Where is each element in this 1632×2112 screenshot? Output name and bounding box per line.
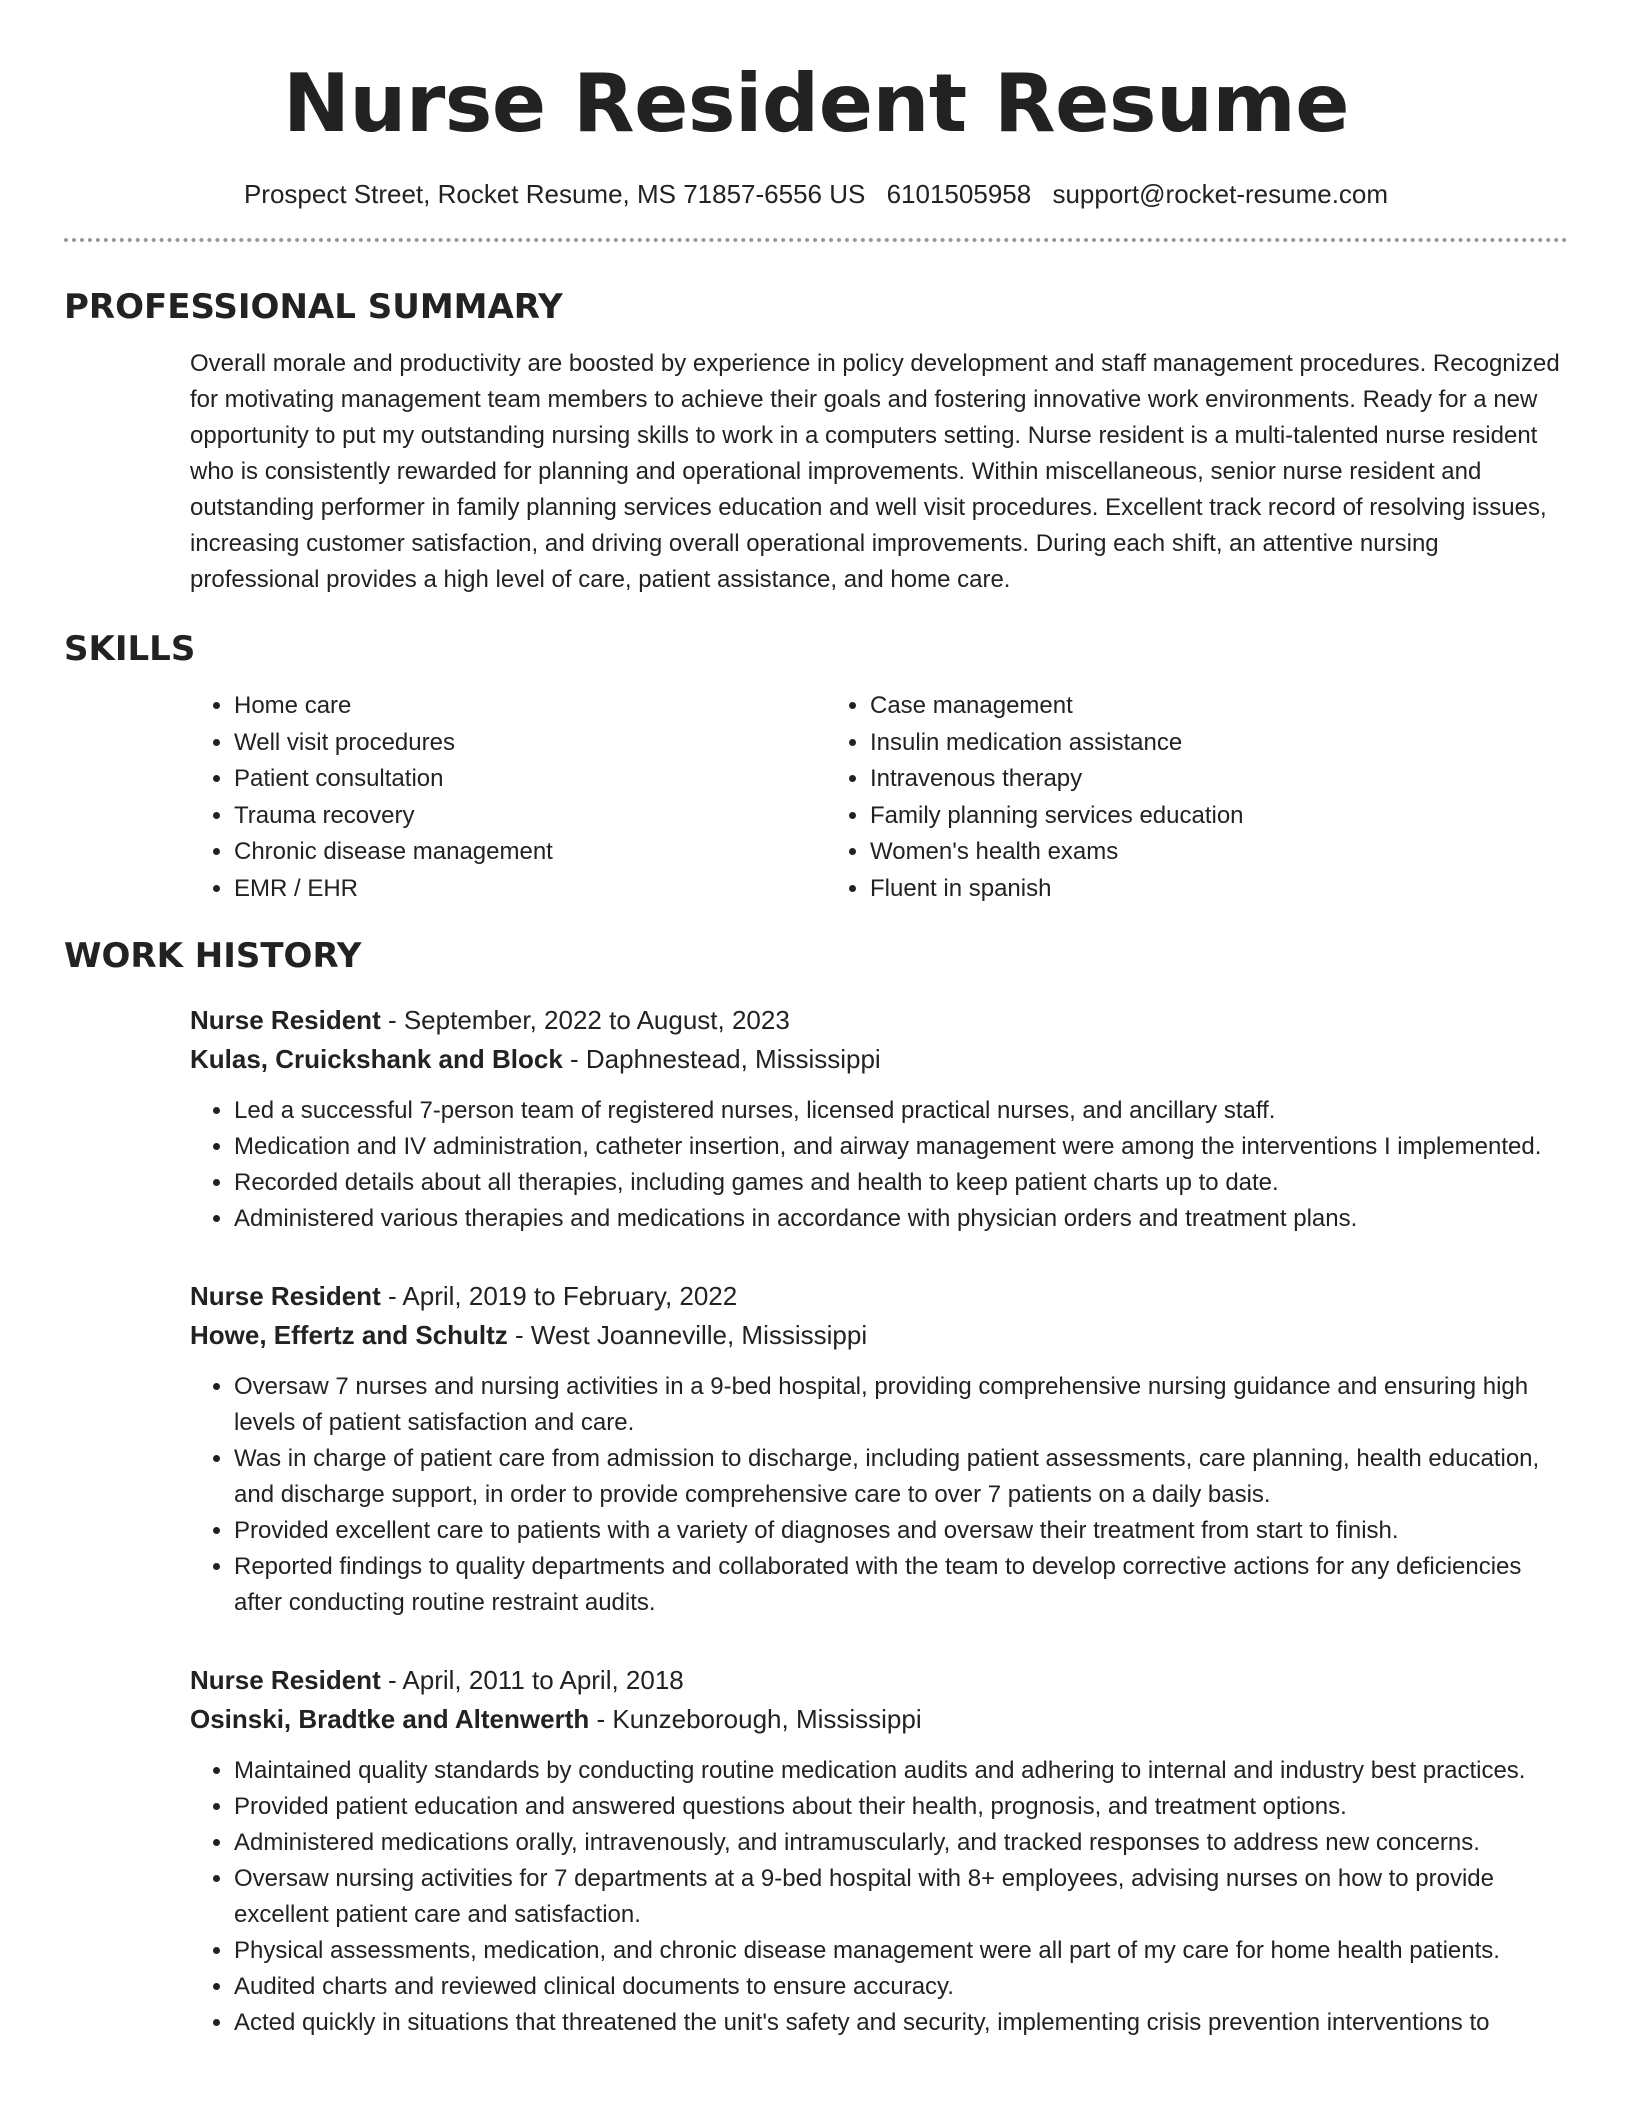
job-location: - West Joanneville, Mississippi [507, 1320, 868, 1350]
resume-title: Nurse Resident Resume [282, 57, 1350, 150]
job-company-line [190, 1316, 1568, 1355]
header-divider [64, 238, 1568, 242]
job-bullet: • Oversaw 7 nurses and nursing activities in a 9-bed hospital, providing comprehensive nursing guidance and ensuring high levels of patient satisfaction and care. [234, 1369, 1568, 1441]
job-bullet: • Recorded details about all therapies, including games and health to keep patient charts up to date. [234, 1165, 1568, 1201]
job-role-line [190, 1661, 1568, 1700]
skills-column-right [826, 688, 1506, 907]
job-bullets [190, 1753, 1568, 2041]
job-bullet: • Medication and IV administration, catheter insertion, and airway management were among the interventions I implemented. [234, 1129, 1568, 1165]
job-bullet: • Reported findings to quality departments and collaborated with the team to develop corrective actions for any deficiencies after conducting routine restraint audits. [234, 1549, 1568, 1621]
section-title-work: WORK HISTORY [64, 936, 362, 976]
job-entry [190, 1661, 1568, 2041]
skill-item: • EMR / EHR [234, 871, 826, 908]
job-entry [190, 1001, 1568, 1237]
skill-item: • Chronic disease management [234, 834, 826, 871]
job-dates: - September, 2022 to August, 2023 [380, 1005, 790, 1035]
job-bullets [190, 1369, 1568, 1621]
contact-email: support@rocket-resume.com [1052, 179, 1389, 209]
skill-item: • Family planning services education [870, 798, 1506, 835]
contact-line [64, 178, 1568, 210]
skill-item: • Insulin medication assistance [870, 725, 1506, 762]
job-bullet: • Was in charge of patient care from admission to discharge, including patient assessments, care planning, health education, and discharge support, in order to provide comprehensive care to over 7 patients on a daily basis. [234, 1441, 1568, 1513]
job-location: - Kunzeborough, Mississippi [589, 1704, 922, 1734]
job-bullets [190, 1093, 1568, 1237]
skills-column-left [190, 688, 826, 907]
job-bullet: • Physical assessments, medication, and chronic disease management were all part of my care for home health patients. [234, 1933, 1568, 1969]
job-role-line [190, 1277, 1568, 1316]
job-role-line [190, 1001, 1568, 1040]
job-bullet: • Administered medications orally, intravenously, and intramuscularly, and tracked responses to address new concerns. [234, 1825, 1568, 1861]
contact-address: Prospect Street, Rocket Resume, MS 71857-6556 US [243, 179, 866, 209]
job-bullet: • Oversaw nursing activities for 7 departments at a 9-bed hospital with 8+ employees, advising nurses on how to provide excellent patient care and satisfaction. [234, 1861, 1568, 1933]
skill-item: • Well visit procedures [234, 725, 826, 762]
job-role: Nurse Resident [190, 1665, 381, 1695]
section-title-skills: SKILLS [64, 629, 196, 669]
job-bullet: • Administered various therapies and medications in accordance with physician orders and treatment plans. [234, 1201, 1568, 1237]
professional-summary-section [64, 286, 1568, 598]
skill-item: • Fluent in spanish [870, 871, 1506, 908]
job-company-line [190, 1700, 1568, 1739]
job-company: Howe, Effertz and Schultz [190, 1320, 508, 1350]
job-company-line [190, 1040, 1568, 1079]
job-role: Nurse Resident [190, 1281, 381, 1311]
skills-grid [190, 688, 1568, 907]
skill-item: • Trauma recovery [234, 798, 826, 835]
work-history-section [64, 935, 1568, 2041]
section-title-summary: PROFESSIONAL SUMMARY [64, 287, 563, 327]
job-bullet: • Audited charts and reviewed clinical documents to ensure accuracy. [234, 1969, 1568, 2005]
job-company: Kulas, Cruickshank and Block [190, 1044, 563, 1074]
job-bullet: • Provided excellent care to patients with a variety of diagnoses and oversaw their treatment from start to finish. [234, 1513, 1568, 1549]
job-entry [190, 1277, 1568, 1621]
job-bullet: • Led a successful 7-person team of registered nurses, licensed practical nurses, and ancillary staff. [234, 1093, 1568, 1129]
skill-item: • Women's health exams [870, 834, 1506, 871]
job-company: Osinski, Bradtke and Altenwerth [190, 1704, 590, 1734]
job-role: Nurse Resident [190, 1005, 381, 1035]
job-dates: - April, 2011 to April, 2018 [380, 1665, 684, 1695]
job-bullet: • Acted quickly in situations that threatened the unit's safety and security, implementing crisis prevention interventions to [234, 2005, 1568, 2041]
job-location: - Daphnestead, Mississippi [562, 1044, 881, 1074]
job-bullet: • Provided patient education and answered questions about their health, prognosis, and treatment options. [234, 1789, 1568, 1825]
contact-phone: 6101505958 [886, 179, 1032, 209]
skill-item: • Home care [234, 688, 826, 725]
job-dates: - April, 2019 to February, 2022 [380, 1281, 738, 1311]
summary-text: Overall morale and productivity are boosted by experience in policy development and staff management procedures. Recognized for motivating management team members to achieve their goals and fostering innovative work environments. Ready for a new opportunity to put my outstanding nursing skills to work in a computers setting. Nurse resident is a multi-talented nurse resident who is consistently rewarded for planning and operational improvements. Within miscellaneous, senior nurse resident and outstanding performer in family planning services education and well visit procedures. Excellent track record of resolving issues, increasing customer satisfaction, and driving overall operational improvements. During each shift, an attentive nursing professional provides a high level of care, patient assistance, and home care. [190, 350, 1560, 593]
skill-item: • Case management [870, 688, 1506, 725]
skill-item: • Intravenous therapy [870, 761, 1506, 798]
skill-item: • Patient consultation [234, 761, 826, 798]
job-bullet: • Maintained quality standards by conducting routine medication audits and adhering to internal and industry best practices. [234, 1753, 1568, 1789]
skills-section [64, 628, 1568, 907]
